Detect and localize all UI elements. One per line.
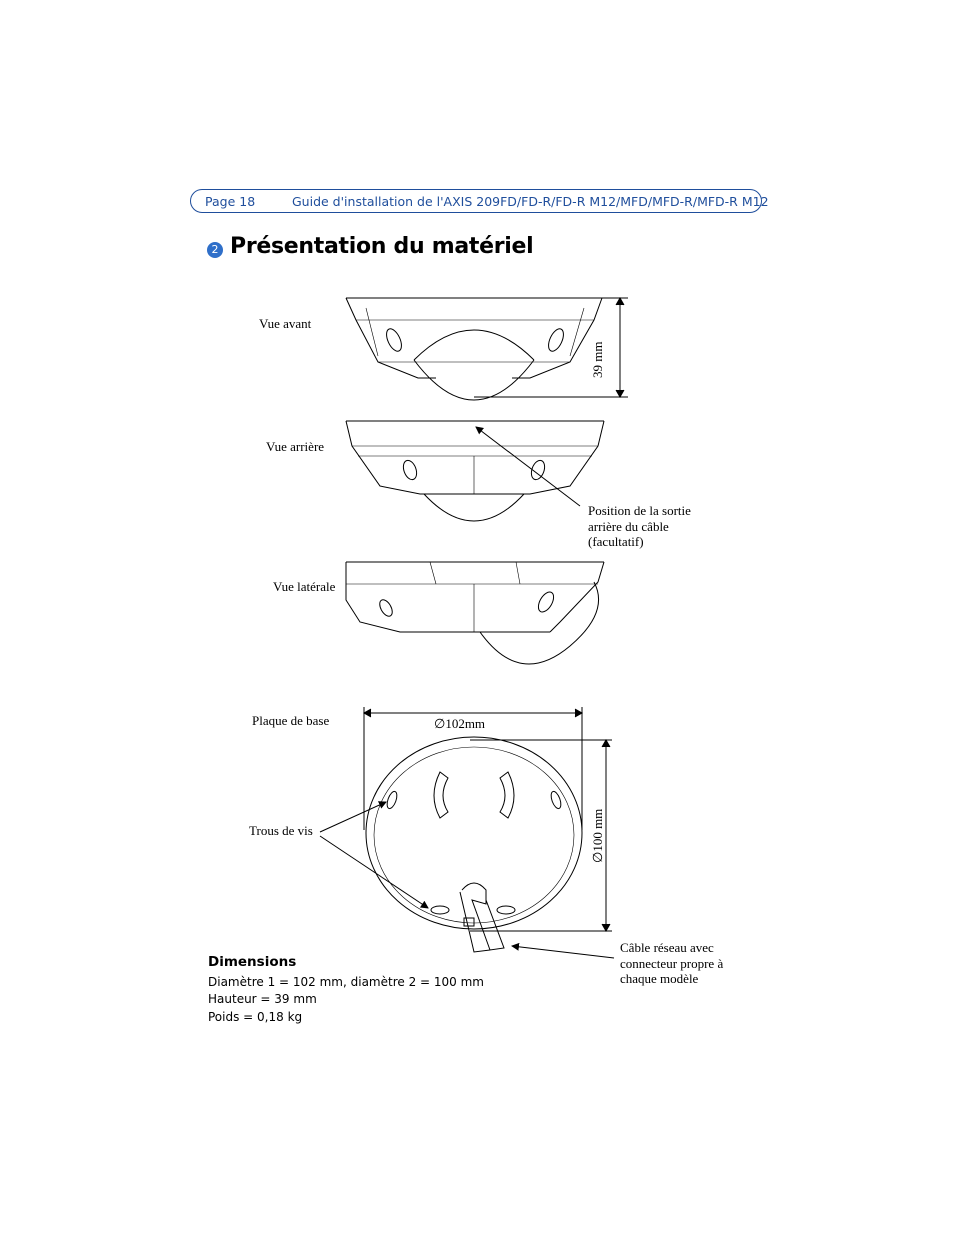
side-view-drawing — [346, 562, 604, 664]
network-cable-line-2: connecteur propre à — [620, 955, 724, 971]
section-number-badge: 2 — [207, 242, 223, 258]
dimensions-height: Hauteur = 39 mm — [208, 992, 317, 1006]
cable-exit-line-1: Position de la sortie — [588, 503, 691, 518]
cable-exit-line-3: (facultatif) — [588, 534, 644, 549]
guide-title: Guide d'installation de l'AXIS 209FD/FD-R/FD-R M12/MFD/MFD-R/MFD-R M12 — [292, 194, 769, 209]
diameter2-dimension-label: ∅100 mm — [590, 808, 605, 863]
height-dimension-label: 39 mm — [590, 341, 605, 378]
dimensions-weight: Poids = 0,18 kg — [208, 1010, 303, 1024]
network-cable-line-1: Câble réseau avec — [620, 940, 714, 955]
front-view-label: Vue avant — [259, 316, 312, 331]
network-cable-callout — [620, 940, 723, 987]
network-cable-line-3: chaque modèle — [620, 971, 699, 986]
section-title: Présentation du matériel — [230, 234, 534, 259]
dimensions-diameters: Diamètre 1 = 102 mm, diamètre 2 = 100 mm — [208, 975, 484, 989]
cable-exit-callout — [588, 503, 691, 550]
screw-holes-label: Trous de vis — [249, 823, 313, 838]
rear-view-label: Vue arrière — [266, 439, 325, 454]
base-plate-drawing — [364, 707, 612, 952]
dimensions-heading: Dimensions — [208, 954, 297, 970]
cable-exit-line-2: arrière du câble — [588, 518, 669, 534]
side-view-label: Vue latérale — [273, 579, 336, 594]
rear-view-drawing — [346, 421, 604, 521]
front-view-drawing — [346, 298, 628, 400]
base-plate-label: Plaque de base — [252, 713, 330, 728]
page-number: Page 18 — [205, 194, 256, 209]
diameter1-dimension-label: ∅102mm — [434, 716, 486, 731]
